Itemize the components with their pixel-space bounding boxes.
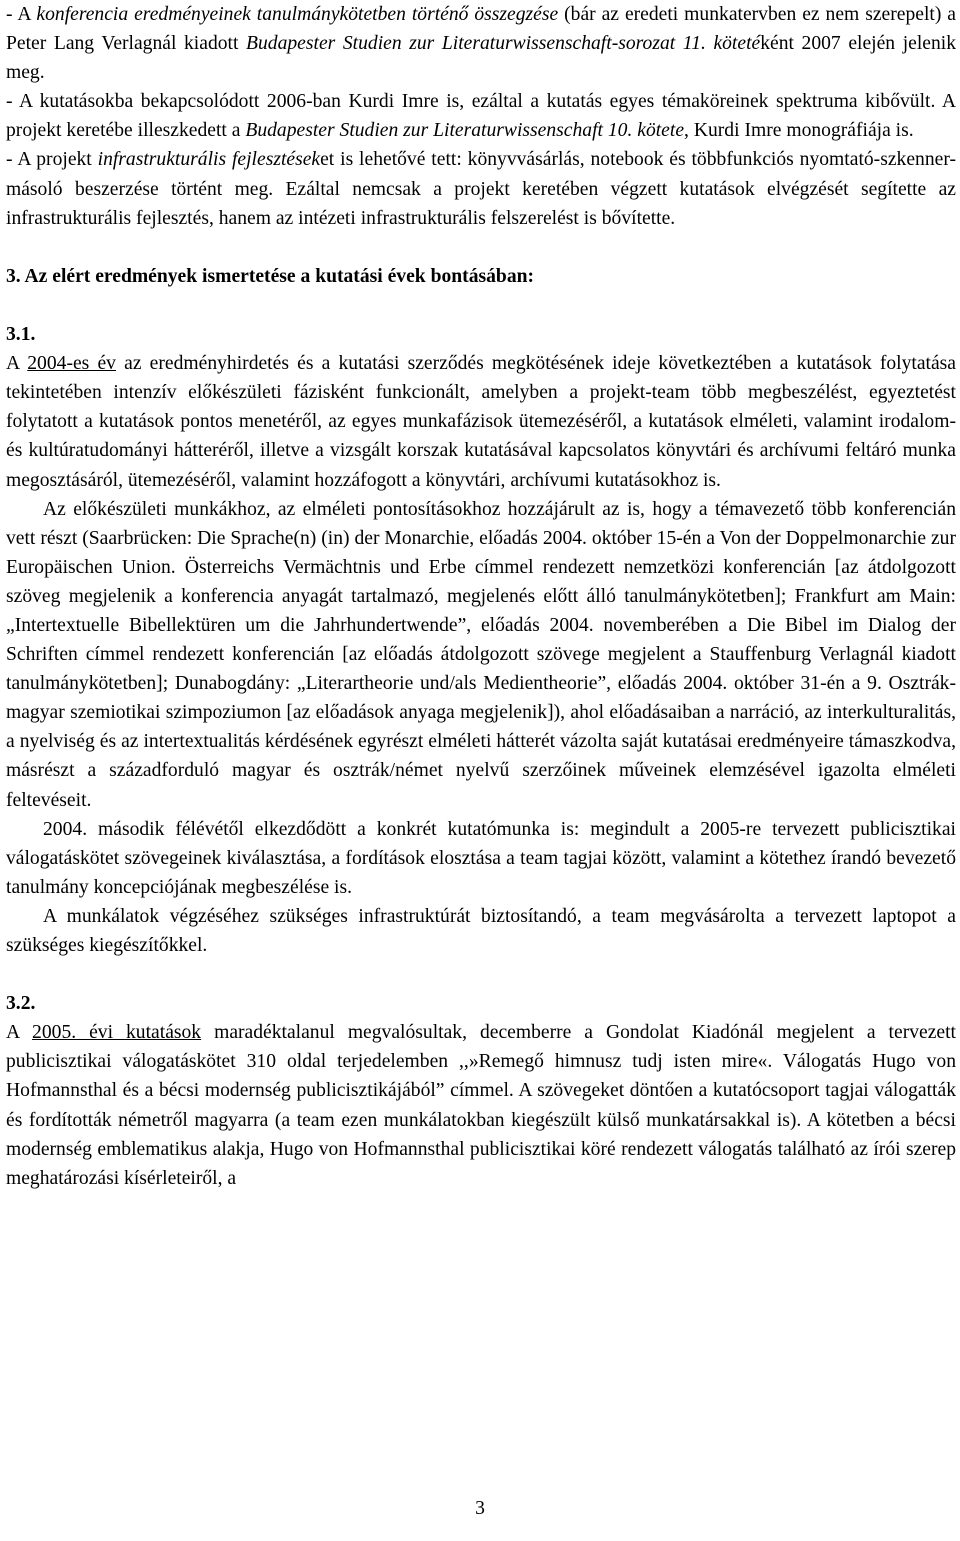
document-page xyxy=(6,0,956,1193)
underlined-text: 2005. évi kutatások xyxy=(32,1022,202,1044)
section-heading: 3. Az elért eredmények ismertetése a kutatási évek bontásában: xyxy=(6,265,535,287)
text-run: , Kurdi Imre monográfiája is. xyxy=(684,120,914,142)
text-run: (bár az eredeti munkatervben ez nem szerepelt) a Peter Lang Verlagnál kiadott xyxy=(6,4,957,55)
subsection-number: 3.2. xyxy=(6,993,36,1015)
italic-text: Budapester Studien zur Literaturwissenschaft xyxy=(246,33,612,55)
list-item xyxy=(6,0,956,87)
page-number: 3 xyxy=(475,1498,485,1519)
paragraph xyxy=(6,349,956,494)
underlined-text: 2004-es év xyxy=(27,353,116,375)
text-run: - A kutatásokba bekapcsolódott 2006-ban Kurdi Imre is, ezáltal a kutatás egyes témaköreinek spektruma kibővült. A projekt keretébe illeszkedett a xyxy=(6,91,956,142)
text-run: et is lehetővé tett: könyvvásárlás, notebook és többfunkciós nyomtató-szkenner-másoló beszerzése történt meg. Ezáltal nemcsak a projekt keretében végzett kutatások elvégzését segítette az infrastrukturális fejlesztés, hanem az intézeti infrastrukturális felszerelést is bővítette. xyxy=(6,149,956,229)
paragraph xyxy=(6,1018,956,1193)
paragraph: A munkálatok végzéséhez szükséges infrastruktúrát biztosítandó, a team megvásárolta a tervezett laptopot a szükséges kiegészítőkkel. xyxy=(6,905,956,956)
text-run: - A projekt xyxy=(6,149,98,171)
text-run: az eredményhirdetés és a kutatási szerződés megkötésének ideje következtében a kutatások folytatása tekintetében intenzív előkészületi fázisként funkcionált, amelyben a projekt-team több megbeszélést, egyeztetést folytatott a kutatások pontos menetéről, az egyes munkafázisok ütemezéséről, a kutatások elméleti, valamint irodalom- és kultúratudományi hátteréről, illetve a vizsgált korszak kutatásával kapcsolatos könyvtári és archívumi feltáró munka megosztásáról, ütemezéséről, valamint hozzáfogott a könyvtári, archívumi kutatásokhoz is. xyxy=(6,353,957,491)
italic-text: infrastrukturális fejlesztések xyxy=(97,149,321,171)
text-run: A xyxy=(6,1022,33,1044)
italic-text: -sorozat 11. xyxy=(611,33,714,55)
paragraph: Az előkészületi munkákhoz, az elméleti pontosításokhoz hozzájárult az is, hogy a témavezető több konferencián vett részt (Saarbrücken: Die Sprache(n) (in) der Monarchie, előadás 2004. október 15-én a Von der Doppelmonarchie zur Europäischen Union. Österreichs Vermächtnis und Erbe címmel rendezett nemzetközi konferencián [az átdolgozott szöveg megjelenik a konferencia anyagát tartalmazó, megjelenés előtt álló tanulmánykötetben]; Frankfurt am Main: „Intertextuelle Bibellektüren um die Jahrhundertwende”, előadás 2004. novemberében a Die Bibel im Dialog der Schriften címmel rendezett konferencián [az előadás átdolgozott szövege megjelent a Stauffenburg Verlagnál kiadott tanulmánykötetben]; Dunabogdány: „Literartheorie und/als Medientheorie”, előadás 2004. október 31-én a 9. Osztrák-magyar szemiotikai szimpoziumon [az előadások anyaga megjelenik]), ahol előadásaiban a narráció, az interkulturalitás, a nyelviség és az intertextualitás kérdésének egyrészt elméleti hátterét vázolta saját kutatásai eredményeire támaszkodva, másrészt a századforduló magyar és osztrák/német nyelvű szerzőinek műveinek elemzésével igazolta elméleti feltevéseit. xyxy=(6,498,956,811)
spacer xyxy=(6,960,956,989)
text-run: A xyxy=(6,353,28,375)
spacer xyxy=(6,291,956,320)
subsection-number: 3.1. xyxy=(6,324,36,346)
italic-text: Budapester Studien zur Literaturwissenschaft 10. kötete xyxy=(245,120,685,142)
text-run: - A xyxy=(6,4,37,25)
text-run: maradéktalanul megvalósultak, decemberre a Gondolat Kiadónál megjelent a tervezett publicisztikai válogatáskötet 310 oldal terjedelemben ,,»Remegő himnusz tudj isten mire«. Válogatás Hugo von Hofmannsthal és a bécsi modernség publicisztikájából” címmel. A szövegeket döntően a kutatócsoport tagjai válogatták és fordították németről magyarra (a team ezen munkálatokban kiegészült külső munkatársakkal is). A kötetben a bécsi modernség emblematikus alakja, Hugo von Hofmannsthal publicisztikai köré rendezett válogatás található az írói szerep meghatározási kísérleteiről, a xyxy=(6,1022,956,1189)
italic-text: konferencia eredményeinek tanulmánykötetben történő összegzése xyxy=(36,4,559,25)
paragraph: 2004. második félévétől elkezdődött a konkrét kutatómunka is: megindult a 2005-re tervezett publicisztikai válogatáskötet szövegeinek kiválasztása, a fordítások elosztása a team tagjai között, valamint a kötethez írandó bevezető tanulmány koncepciójának megbeszélése is. xyxy=(6,818,956,898)
spacer xyxy=(6,233,956,262)
italic-text: köteté xyxy=(713,33,761,55)
list-item xyxy=(6,87,956,145)
text-run: ként 2007 elején jelenik meg. xyxy=(6,33,957,84)
list-item xyxy=(6,145,956,232)
